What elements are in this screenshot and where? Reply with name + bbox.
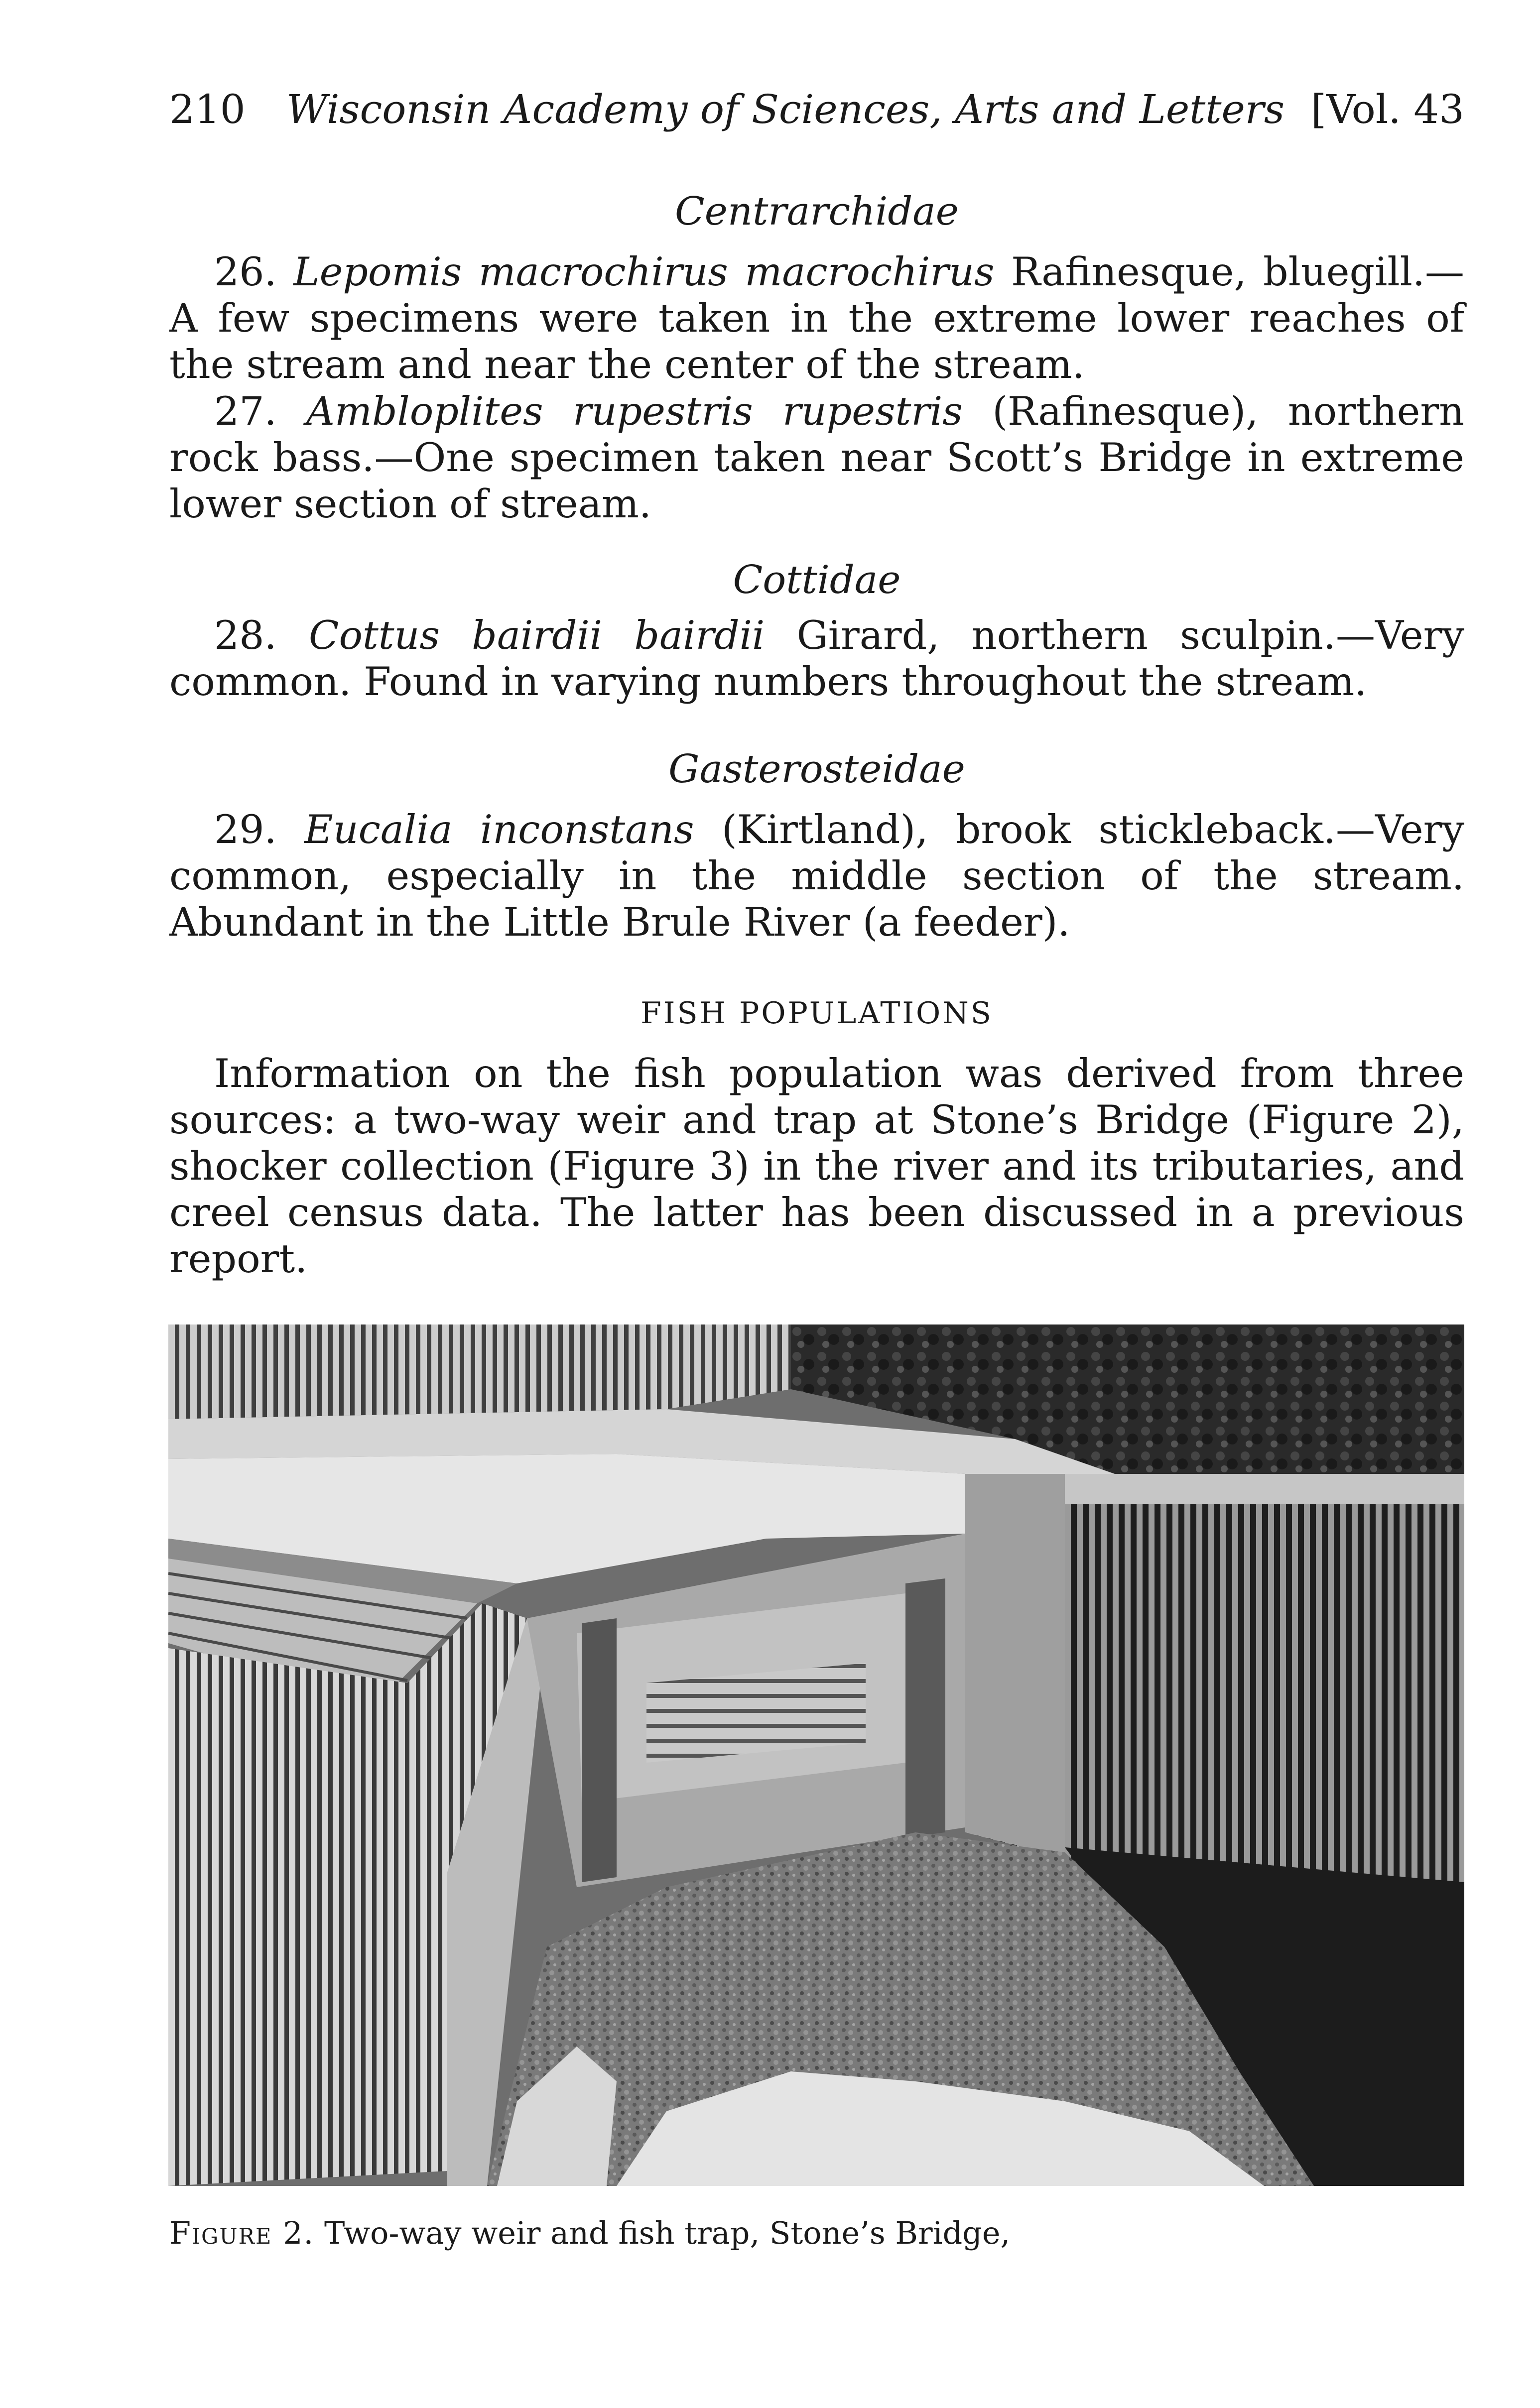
species-entry-29 [169, 807, 1464, 946]
species-description: Rafinesque, bluegill.—A few specimens were taken in the extreme lower reaches of the stream and near the center of the stream. [169, 249, 1464, 387]
weir-photograph [168, 1324, 1464, 2186]
fish-populations-paragraph: Information on the fish population was derived from three sources: a two-way weir and trap at Stone’s Bridge (Figure 2), shocker collection (Figure 3) in the river and its tributaries, and creel census data. The latter has been discussed in a previous report. [169, 1051, 1464, 1282]
species-name: Eucalia inconstans [304, 807, 694, 852]
figure-caption [169, 2211, 1464, 2256]
journal-title: Wisconsin Academy of Sciences, Arts and Letters [286, 86, 1285, 132]
species-entry-28 [169, 612, 1464, 705]
species-entry-26 [169, 249, 1464, 388]
family-heading-centrarchidae: Centrarchidae [675, 189, 959, 234]
family-heading-cottidae: Cottidae [733, 558, 901, 602]
species-number: 28. [214, 612, 277, 658]
species-name: Cottus bairdii bairdii [309, 612, 765, 658]
species-name: Ambloplites rupestris rupestris [306, 388, 963, 434]
species-description: (Rafinesque), northern rock bass.—One specimen taken near Scott’s Bridge in extreme lower section of stream. [169, 388, 1464, 527]
species-number: 29. [214, 807, 277, 852]
page-number: 210 [169, 86, 246, 132]
species-name: Lepomis macrochirus macrochirus [293, 249, 995, 295]
species-description: Girard, northern sculpin.—Very common. Found in varying numbers throughout the stream. [169, 612, 1464, 705]
family-heading-gasterosteidae: Gasterosteidae [668, 747, 965, 792]
species-number: 26. [214, 249, 277, 295]
species-entry-27 [169, 388, 1464, 527]
species-number: 27. [214, 388, 277, 434]
figure-caption-text: Two-way weir and fish trap, Stone’s Bridge, [314, 2215, 1011, 2251]
figure-label: Figure 2. [169, 2215, 315, 2251]
figure-photo-weir [168, 1324, 1464, 2186]
species-description: (Kirtland), brook stickleback.—Very common, especially in the middle section of the stream. Abundant in the Little Brule River (a feeder). [169, 807, 1464, 945]
section-heading-fish-populations: FISH POPULATIONS [641, 996, 993, 1031]
volume-number: [Vol. 43 [1310, 86, 1464, 132]
running-header [169, 80, 1464, 139]
